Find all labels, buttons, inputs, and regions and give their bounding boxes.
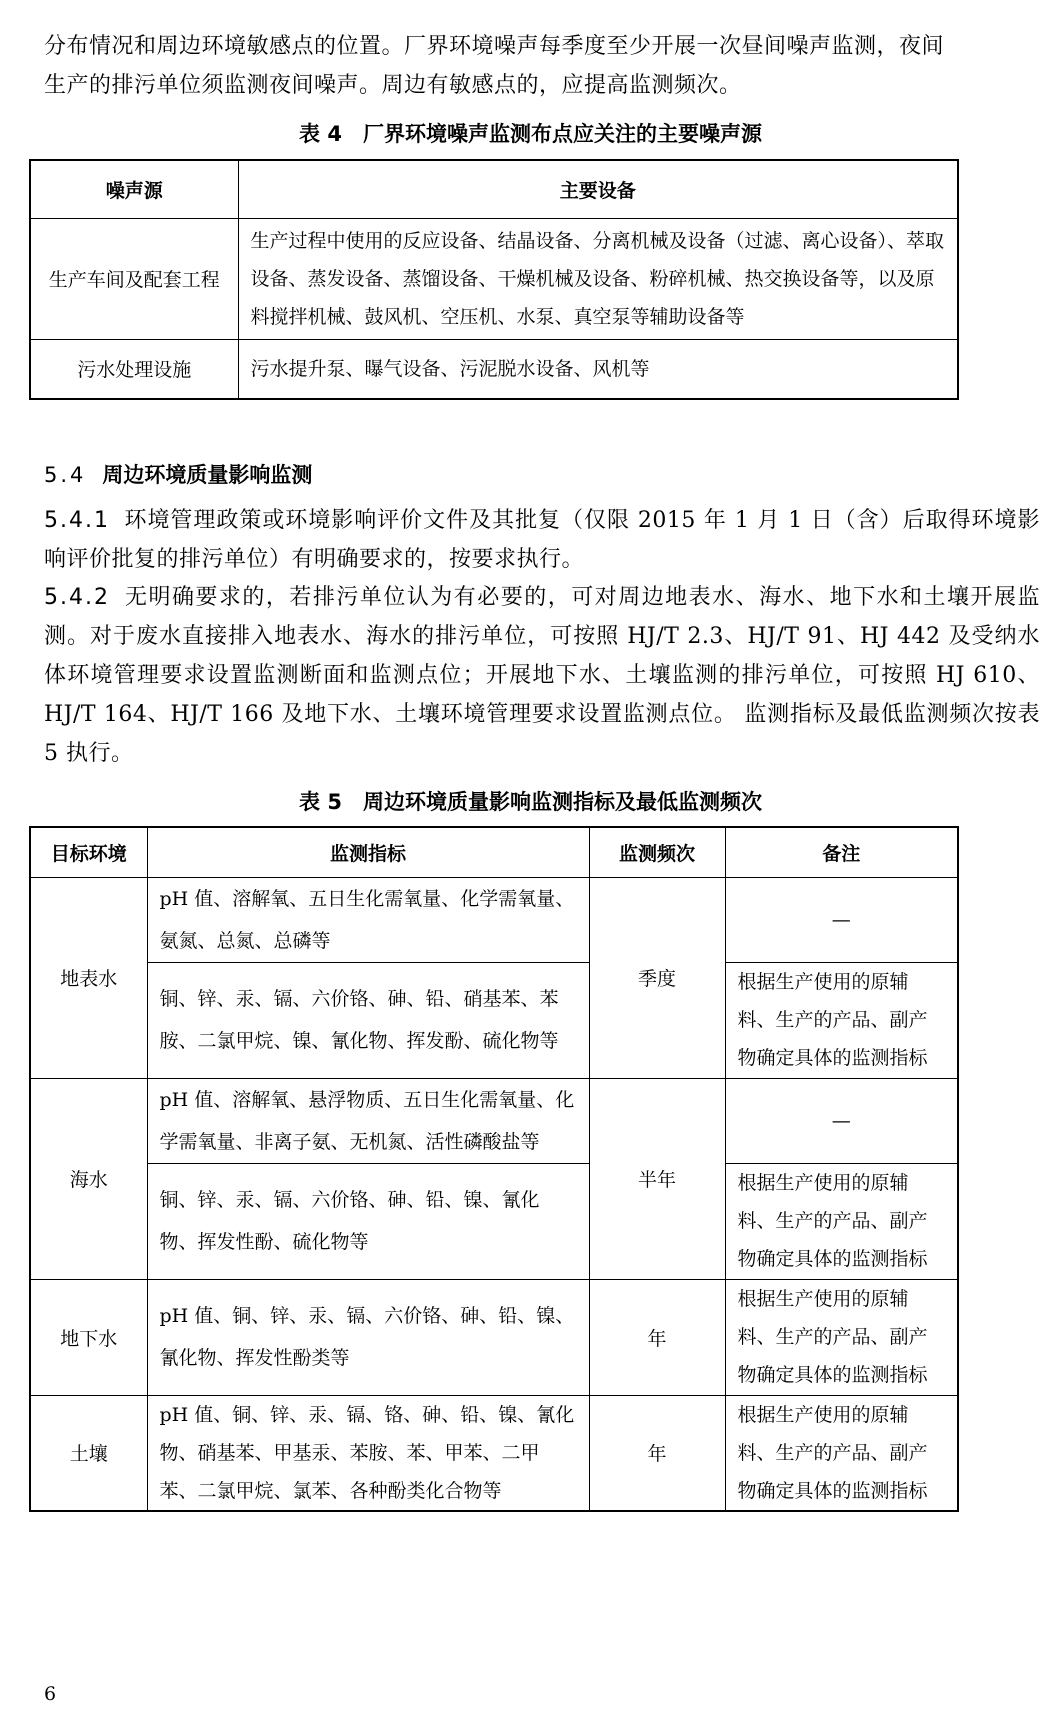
table-row [30,1163,958,1279]
noise-source-cell: 生产车间及配套工程 [30,218,238,339]
column-header-main-equipment: 主要设备 [238,160,958,218]
table-row [30,1279,958,1395]
paragraph-5-4-1 [44,501,1040,579]
clause-text: 环境管理政策或环境影响评价文件及其批复（仅限 2015 年 1 月 1 日（含）后取得环境影响评价批复的排污单位）有明确要求的，按要求执行。 [44,508,1040,572]
table-4 [29,159,959,400]
intro-line-2: 生产的排污单位须监测夜间噪声。周边有敏感点的，应提高监测频次。 [44,73,742,98]
column-header-notes: 备注 [725,827,958,877]
note-cell: 根据生产使用的原辅料、生产的产品、副产物确定具体的监测指标 [725,962,958,1078]
indicator-cell: pH 值、溶解氧、悬浮物质、五日生化需氧量、化学需氧量、非离子氨、无机氮、活性磷酸盐等 [147,1078,589,1163]
table-4-caption: 表 4 厂界环境噪声监测布点应关注的主要噪声源 [299,122,762,146]
column-header-indicators: 监测指标 [147,827,589,877]
note-cell: — [725,877,958,962]
equipment-cell: 生产过程中使用的反应设备、结晶设备、分离机械及设备（过滤、离心设备）、萃取设备、蒸发设备、蒸馏设备、干燥机械及设备、粉碎机械、热交换设备等，以及原料搅拌机械、鼓风机、空压机、水泵、真空泵等辅助设备等 [238,218,958,339]
table-row [30,1395,958,1511]
table-row [30,877,958,962]
intro-line-1: 分布情况和周边环境敏感点的位置。厂界环境噪声每季度至少开展一次昼间噪声监测，夜间 [44,34,945,59]
table-row [30,218,958,339]
intro-paragraph [44,27,1040,105]
frequency-cell: 半年 [589,1078,725,1279]
page-number: 6 [44,1683,57,1705]
noise-source-cell: 污水处理设施 [30,339,238,399]
column-header-target: 目标环境 [30,827,147,877]
column-header-noise-source: 噪声源 [30,160,238,218]
table-row [30,339,958,399]
clause-number: 5.4.1 [44,508,110,533]
indicator-cell: pH 值、铜、锌、汞、镉、六价铬、砷、铅、镍、氰化物、挥发性酚类等 [147,1279,589,1395]
table-row [30,962,958,1078]
table-5-caption: 表 5 周边环境质量影响监测指标及最低监测频次 [299,790,762,814]
table-5 [29,826,959,1512]
target-cell: 地表水 [30,877,147,1078]
section-title: 周边环境质量影响监测 [102,463,313,487]
target-cell: 海水 [30,1078,147,1279]
section-number: 5.4 [44,463,87,487]
note-cell: — [725,1078,958,1163]
frequency-cell: 年 [589,1395,725,1511]
clause-text: 无明确要求的，若排污单位认为有必要的，可对周边地表水、海水、地下水和土壤开展监测。对于废水直接排入地表水、海水的排污单位，可按照 HJ/T 2.3、HJ/T 91、HJ 442 及受纳水体环境管理要求设置监测断面和监测点位；开展地下水、土壤监测的排污单位，可按照 HJ 610、HJ/T 164、HJ/T 166 及地下水、土壤环境管理要求设置监测点位。 监测指标及最低监测频次按表 5 执行。 [44,585,1040,766]
indicator-cell: pH 值、溶解氧、五日生化需氧量、化学需氧量、氨氮、总氮、总磷等 [147,877,589,962]
note-cell: 根据生产使用的原辅料、生产的产品、副产物确定具体的监测指标 [725,1163,958,1279]
paragraph-5-4-2 [44,578,1040,773]
indicator-cell: 铜、锌、汞、镉、六价铬、砷、铅、硝基苯、苯胺、二氯甲烷、镍、氰化物、挥发酚、硫化物等 [147,962,589,1078]
column-header-frequency: 监测频次 [589,827,725,877]
frequency-cell: 年 [589,1279,725,1395]
section-heading-5-4 [44,459,312,489]
table-header-row [30,827,958,877]
target-cell: 土壤 [30,1395,147,1511]
indicator-cell: pH 值、铜、锌、汞、镉、铬、砷、铅、镍、氰化物、硝基苯、甲基汞、苯胺、苯、甲苯、二甲苯、二氯甲烷、氯苯、各种酚类化合物等 [147,1395,589,1511]
note-cell: 根据生产使用的原辅料、生产的产品、副产物确定具体的监测指标 [725,1279,958,1395]
table-row [30,1078,958,1163]
clause-number: 5.4.2 [44,585,110,610]
note-cell: 根据生产使用的原辅料、生产的产品、副产物确定具体的监测指标 [725,1395,958,1511]
indicator-cell: 铜、锌、汞、镉、六价铬、砷、铅、镍、氰化物、挥发性酚、硫化物等 [147,1163,589,1279]
target-cell: 地下水 [30,1279,147,1395]
equipment-cell: 污水提升泵、曝气设备、污泥脱水设备、风机等 [238,339,958,399]
frequency-cell: 季度 [589,877,725,1078]
table-header-row [30,160,958,218]
